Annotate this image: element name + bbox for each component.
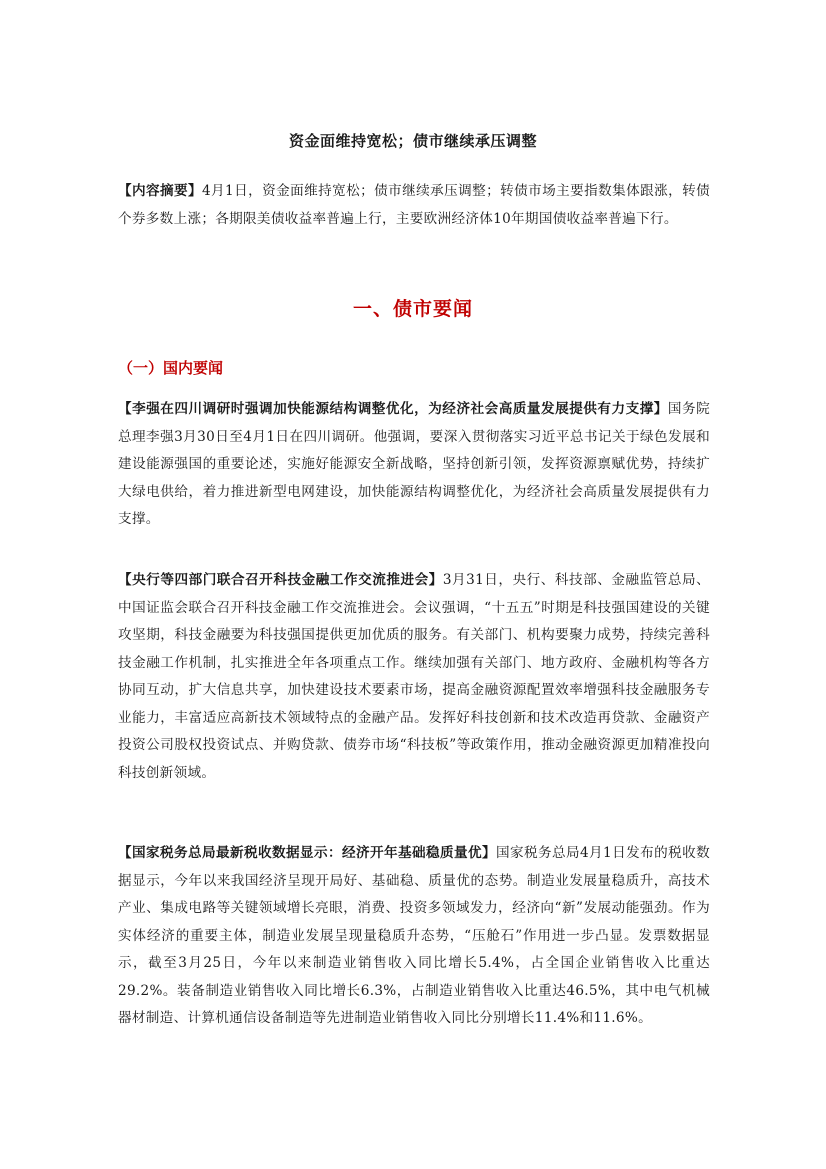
news-item — [118, 567, 710, 787]
summary-paragraph — [118, 178, 710, 233]
summary-text: 4月1日，资金面维持宽松；债市继续承压调整；转债市场主要指数集体跟涨，转债个券多数上涨；各期限美债收益率普遍上行，主要欧洲经济体10年期国债收益率普遍下行。 — [118, 183, 710, 227]
subsection-title: （一）国内要闻 — [118, 359, 224, 377]
news-item — [118, 840, 710, 1033]
news-body: 国务院总理李强3月30日至4月1日在四川调研。他强调，要深入贯彻落实习近平总书记关于绿色发展和建设能源强国的重要论述，实施好能源安全新战略，坚持创新引领，发挥资源禀赋优势，持续扩大绿电供给，着力推进新型电网建设，加快能源结构调整优化，为经济社会高质量发展提供有力支撑。 — [118, 401, 711, 527]
summary-label: 【内容摘要】 — [118, 183, 202, 199]
section-title: 一、债市要闻 — [352, 298, 473, 320]
news-headline: 【央行等四部门联合召开科技金融工作交流推进会】 — [118, 572, 443, 588]
news-body: 3月31日，央行、科技部、金融监管总局、中国证监会联合召开科技金融工作交流推进会。会议强调，“十五五”时期是科技强国建设的关键攻坚期，科技金融要为科技强国提供更加优质的服务。有关部门、机构要聚力成势，持续完善科技金融工作机制，扎实推进全年各项重点工作。继续加强有关部门、地方政府、金融机构等各方协同互动，扩大信息共享，加快建设技术要素市场，提高金融资源配置效率增强科技金融服务专业能力，丰富适应高新技术领域特点的金融产品。发挥好科技创新和技术改造再贷款、金融资产投资公司股权投资试点、并购贷款、债券市场“科技板”等政策作用，推动金融资源更加精准投向科技创新领域。 — [118, 572, 710, 781]
news-body: 国家税务总局4月1日发布的税收数据显示，今年以来我国经济呈现开局好、基础稳、质量优的态势。制造业发展量稳质升，高技术产业、集成电路等关键领域增长亮眼，消费、投资多领域发力，经济向“新”发展动能强劲。作为实体经济的重要主体，制造业发展呈现量稳质升态势，“压舱石”作用进一步凸显。发票数据显示，截至3月25日，今年以来制造业销售收入同比增长5.4%，占全国企业销售收入比重达29.2%。装备制造业销售收入同比增长6.3%，占制造业销售收入比重达46.5%，其中电气机械器材制造、计算机通信设备制造等先进制造业销售收入同比分别增长11.4%和11.6%。 — [118, 845, 710, 1026]
news-headline: 【李强在四川调研时强调加快能源结构调整优化，为经济社会高质量发展提供有力支撑】 — [118, 401, 668, 417]
document-title: 资金面维持宽松；债市继续承压调整 — [288, 132, 537, 150]
news-headline: 【国家税务总局最新税收数据显示：经济开年基础稳质量优】 — [118, 845, 496, 861]
news-item — [118, 396, 710, 534]
